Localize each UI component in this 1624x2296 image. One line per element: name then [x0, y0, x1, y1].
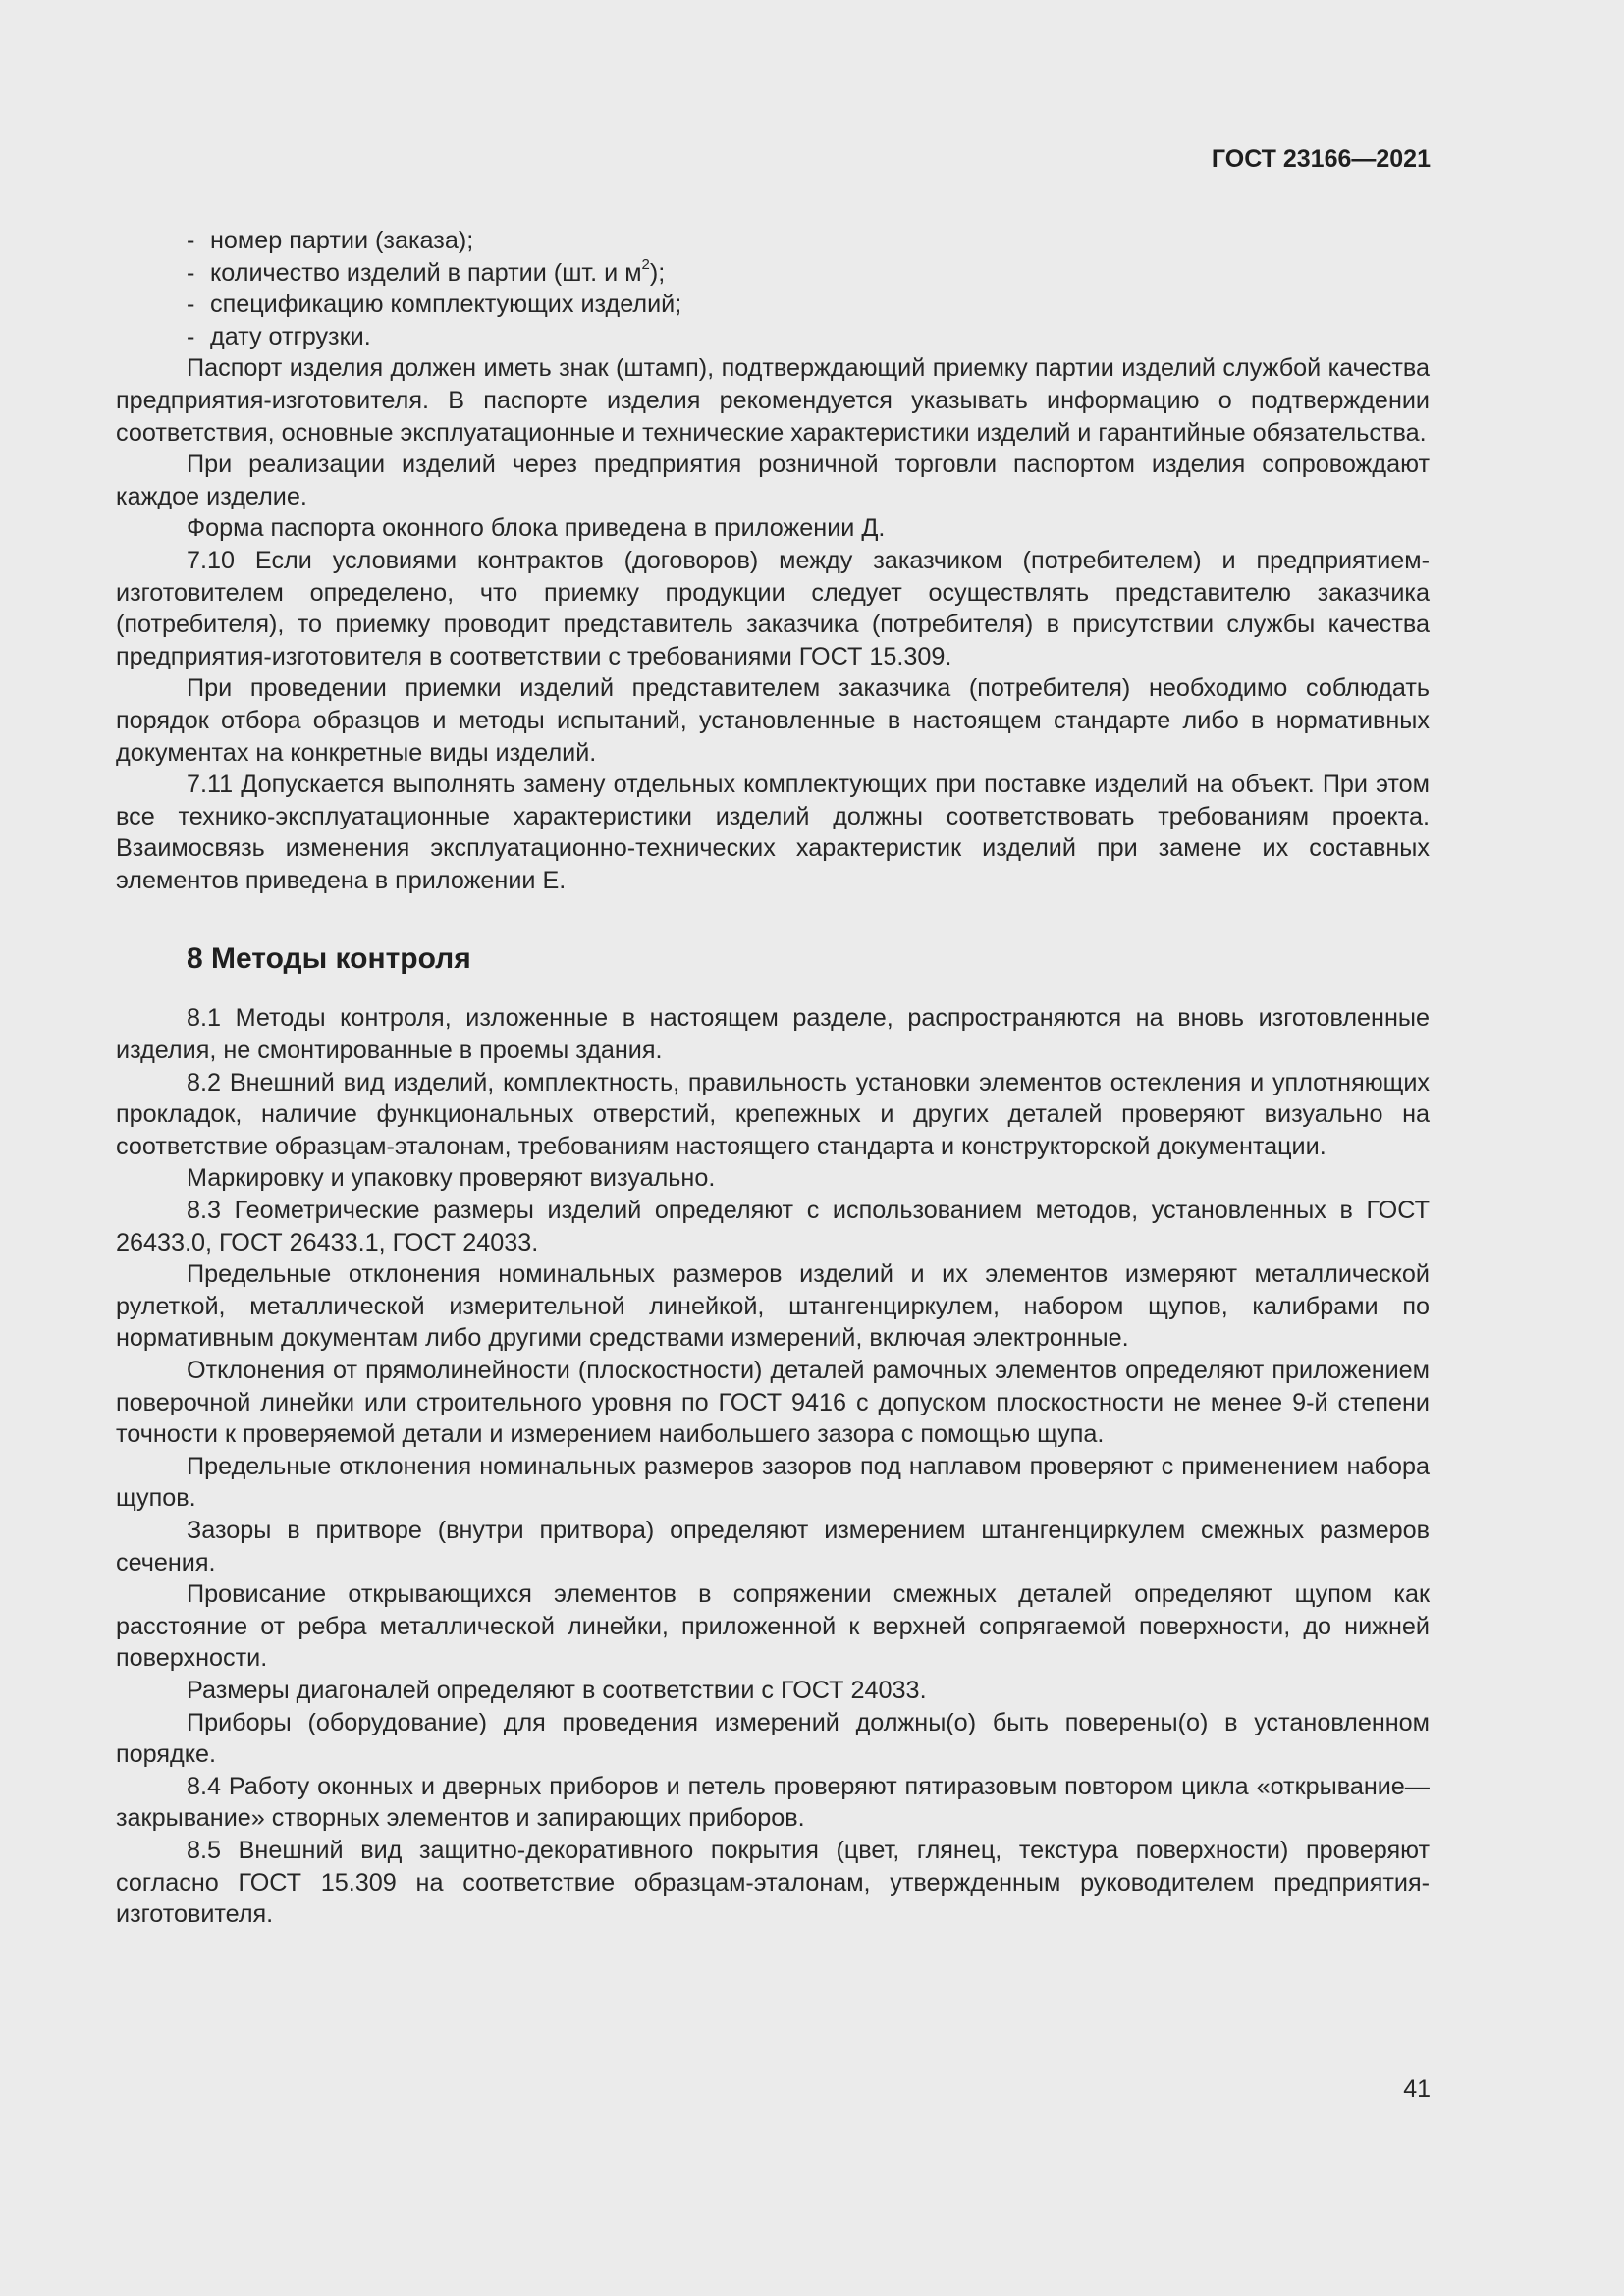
paragraph: Паспорт изделия должен иметь знак (штамп), подтверждающий приемку партии изделий службой качества предприятия-изготовителя. В паспорте изделия рекомендуется указывать информацию о подтверждении соответствия, основные эксплуатационные и технические характеристики изделий и гарантийные обязательства. — [116, 354, 1430, 447]
list-item: - дату отгрузки. — [187, 322, 371, 350]
paragraph: Маркировку и упаковку проверяют визуально. — [187, 1164, 716, 1193]
paragraph: Приборы (оборудование) для проведения измерений должны(о) быть поверены(о) в установленном порядке. — [116, 1708, 1430, 1769]
document-body — [116, 225, 1430, 1931]
paragraph: 7.10 Если условиями контрактов (договоров) между заказчиком (потребителем) и предприятием-изготовителем определено, что приемку продукции следует осуществлять представителю заказчика (потребителя), то приемку проводит представитель заказчика (потребителя) в присутствии службы качества предприятия-изготовителя в соответствии с требованиями ГОСТ 15.309. — [116, 546, 1430, 670]
page-number: 41 — [1403, 2075, 1431, 2103]
section-heading: 8 Методы контроля — [187, 942, 471, 976]
paragraph: 8.2 Внешний вид изделий, комплектность, правильность установки элементов остекления и уплотняющих прокладок, наличие функциональных отверстий, крепежных и других деталей проверяют визуально на соответствие образцам-эталонам, требованиям настоящего стандарта и конструкторской документации. — [116, 1068, 1430, 1160]
paragraph: При реализации изделий через предприятия розничной торговли паспортом изделия сопровождают каждое изделие. — [116, 451, 1430, 510]
list-item: - количество изделий в партии (шт. и $м^2$); — [187, 256, 666, 287]
list-item-text: номер партии (заказа); — [210, 227, 474, 254]
list-item-text: спецификацию комплектующих изделий; — [210, 291, 682, 319]
paragraph: Размеры диагоналей определяют в соответствии с ГОСТ 24033. — [187, 1676, 927, 1704]
list-item-text: количество изделий в партии (шт. и м — [210, 258, 642, 287]
paragraph: 8.5 Внешний вид защитно-декоративного покрытия (цвет, глянец, текстура поверхности) проверяют согласно ГОСТ 15.309 на соответствие образцам-эталонам, утвержденным руководителем предприятия-изготовителя. — [116, 1836, 1430, 1929]
document-id-header: ГОСТ 23166—2021 — [1211, 145, 1431, 173]
paragraph: Зазоры в притворе (внутри притвора) определяют измерением штангенциркулем смежных размеров сечения. — [116, 1516, 1430, 1576]
paragraph: Предельные отклонения номинальных размеров зазоров под наплавом проверяют с применением набора щупов. — [116, 1452, 1430, 1513]
paragraph: 8.4 Работу оконных и дверных приборов и петель проверяют пятиразовым повтором цикла «открывание—закрывание» створных элементов и запирающих приборов. — [116, 1772, 1430, 1833]
list-item-text: дату отгрузки. — [210, 322, 371, 350]
paragraph: Предельные отклонения номинальных размеров изделий и их элементов измеряют металлической рулеткой, металлической измерительной линейкой, штангенциркулем, набором щупов, калибрами по нормативным документам либо другими средствами измерений, включая электронные. — [116, 1260, 1430, 1353]
paragraph: 7.11 Допускается выполнять замену отдельных комплектующих при поставке изделий на объект. При этом все технико-эксплуатационные характеристики изделий должны соответствовать требованиям проекта. Взаимосвязь изменения эксплуатационно-технических характеристик изделий при замене их составных элементов приведена в приложении Е. — [116, 771, 1430, 894]
paragraph: 8.1 Методы контроля, изложенные в настоящем разделе, распространяются на вновь изготовленные изделия, не смонтированные в проемы здания. — [116, 1004, 1430, 1065]
paragraph: Провисание открывающихся элементов в сопряжении смежных деталей определяют щупом как расстояние от ребра металлической линейки, приложенной к верхней сопрягаемой поверхности, до нижней поверхности. — [116, 1580, 1430, 1673]
paragraph: При проведении приемки изделий представителем заказчика (потребителя) необходимо соблюдать порядок отбора образцов и методы испытаний, установленные в настоящем стандарте либо в нормативных документах на конкретные виды изделий. — [116, 674, 1430, 767]
list-item: - спецификацию комплектующих изделий; — [187, 291, 682, 319]
paragraph: Форма паспорта оконного блока приведена в приложении Д. — [187, 514, 886, 543]
list-item: - номер партии (заказа); — [187, 227, 474, 254]
paragraph: Отклонения от прямолинейности (плоскостности) деталей рамочных элементов определяют приложением поверочной линейки или строительного уровня по ГОСТ 9416 с допуском плоскостности не менее 9-й степени точности к проверяемой детали и измерением наибольшего зазора с помощью щупа. — [116, 1357, 1430, 1449]
paragraph: 8.3 Геометрические размеры изделий определяют с использованием методов, установленных в ГОСТ 26433.0, ГОСТ 26433.1, ГОСТ 24033. — [116, 1197, 1430, 1256]
superscript: 2 — [641, 256, 650, 274]
